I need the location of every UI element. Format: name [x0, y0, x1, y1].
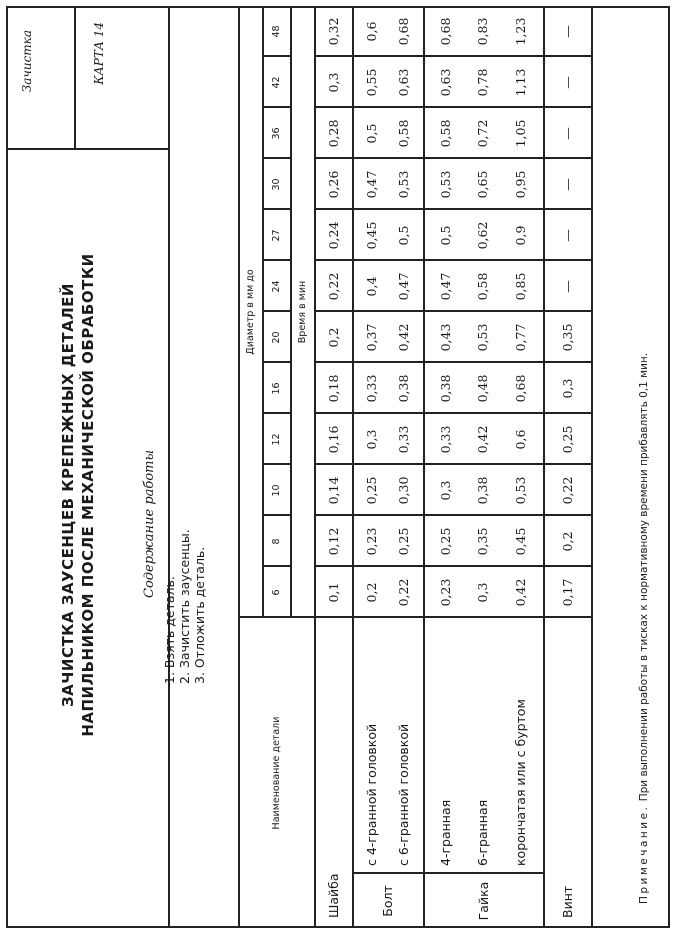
diameter-value: 48: [270, 25, 282, 38]
table-cell: 0,23: [438, 578, 454, 607]
table-cell: 0,5: [395, 225, 411, 246]
table-cell: 0,53: [395, 170, 411, 199]
group-rule: [352, 6, 354, 928]
table-cell: 0,53: [475, 323, 491, 352]
group-name: Винт: [559, 885, 575, 918]
table-cell: 0,32: [325, 17, 341, 46]
table-cell: 0,22: [395, 578, 411, 607]
card-divider: [6, 149, 168, 151]
diameter-header: Диаметр в мм до: [244, 269, 256, 355]
table-cell: 0,3: [559, 378, 575, 399]
diameter-value: 20: [270, 331, 282, 344]
diameter-value: 42: [270, 76, 282, 89]
title-line-2: НАПИЛЬНИКОМ ПОСЛЕ МЕХАНИЧЕСКОЙ ОБРАБОТКИ: [79, 253, 97, 737]
table-cell: 0,16: [325, 425, 341, 454]
card-divider-h: [74, 6, 76, 150]
table-cell: 0,33: [438, 425, 454, 454]
diameter-value: 10: [270, 484, 282, 497]
table-cell: 0,4: [364, 276, 380, 297]
table-cell: 0,47: [395, 272, 411, 301]
table-cell: 0,58: [438, 119, 454, 148]
table-cell: 0,33: [364, 374, 380, 403]
group-name: Гайка: [475, 881, 491, 921]
table-cell: 0,25: [364, 476, 380, 505]
table-cell: 0,78: [475, 68, 491, 97]
table-cell: —: [559, 25, 575, 38]
table-cell: 0,95: [512, 170, 528, 199]
table-cell: 0,62: [475, 221, 491, 250]
table-cell: 0,33: [395, 425, 411, 454]
row-label: с 6-гранной головкой: [395, 723, 411, 866]
work-content-heading: Содержание работы: [142, 449, 157, 598]
time-header: Время в мин: [296, 280, 308, 344]
table-cell: 0,25: [438, 527, 454, 556]
table-cell: 0,53: [438, 170, 454, 199]
table-cell: 0,25: [395, 527, 411, 556]
table-cell: 0,77: [512, 323, 528, 352]
table-cell: 0,47: [364, 170, 380, 199]
table-cell: 0,85: [512, 272, 528, 301]
group-rule: [591, 6, 593, 928]
table-cell: 1,23: [512, 17, 528, 46]
table-cell: 0,58: [395, 119, 411, 148]
table-cell: 1,13: [512, 68, 528, 97]
table-cell: 0,12: [325, 527, 341, 556]
table-cell: 0,3: [325, 72, 341, 93]
group-name: Шайба: [325, 873, 341, 918]
table-cell: 0,42: [512, 578, 528, 607]
table-cell: 0,48: [475, 374, 491, 403]
table-cell: 0,6: [512, 429, 528, 450]
table-cell: 0,83: [475, 17, 491, 46]
table-cell: 0,43: [438, 323, 454, 352]
work-step: 2. Зачистить заусенцы.: [177, 529, 192, 684]
table-cell: 0,1: [325, 582, 341, 603]
diameter-value: 27: [270, 229, 282, 242]
table-cell: 0,24: [325, 221, 341, 250]
table-cell: 0,2: [325, 327, 341, 348]
table-cell: 0,28: [325, 119, 341, 148]
table-cell: 0,42: [475, 425, 491, 454]
table-cell: 0,68: [395, 17, 411, 46]
row-label: с 4-гранной головкой: [364, 723, 380, 866]
card-number: КАРТА 14: [92, 22, 106, 85]
work-step: 3. Отложить деталь.: [192, 546, 207, 684]
table-cell: 0,68: [438, 17, 454, 46]
footnote-lead: Примечание.: [638, 804, 650, 904]
table-cell: 0,63: [395, 68, 411, 97]
table-cell: 0,3: [364, 429, 380, 450]
table-cell: 0,2: [559, 531, 575, 552]
table-cell: 0,22: [325, 272, 341, 301]
table-cell: 0,65: [475, 170, 491, 199]
table-cell: 0,37: [364, 323, 380, 352]
name-column-header: Наименование детали: [270, 716, 282, 830]
diameter-value: 6: [270, 589, 282, 596]
table-cell: 0,42: [395, 323, 411, 352]
table-cell: 0,38: [395, 374, 411, 403]
table-cell: 0,47: [438, 272, 454, 301]
footnote-text: При выполнении работы в тисках к нормативному времени прибавлять 0,1 мин.: [638, 352, 650, 802]
diameter-value: 8: [270, 538, 282, 545]
diameter-value: 16: [270, 382, 282, 395]
table-cell: 0,23: [364, 527, 380, 556]
table-cell: 0,18: [325, 374, 341, 403]
group-rule: [423, 6, 425, 928]
diameter-value: 24: [270, 280, 282, 293]
table-cell: —: [559, 280, 575, 293]
table-cell: 0,35: [475, 527, 491, 556]
table-cell: 0,38: [475, 476, 491, 505]
header-bottom-rule: [168, 6, 170, 928]
table-cell: 0,5: [438, 225, 454, 246]
table-cell: 0,53: [512, 476, 528, 505]
table-cell: 0,58: [475, 272, 491, 301]
section-label: Зачистка: [20, 30, 34, 93]
table-cell: 0,14: [325, 476, 341, 505]
footnote: [638, 353, 650, 904]
table-cell: 0,63: [438, 68, 454, 97]
table-cell: 0,72: [475, 119, 491, 148]
table-cell: 0,22: [559, 476, 575, 505]
table-cell: 0,30: [395, 476, 411, 505]
table-cell: 0,26: [325, 170, 341, 199]
row-label: корончатая или с буртом: [512, 699, 528, 866]
work-steps: [162, 529, 207, 684]
document-title: [58, 170, 98, 820]
table-cell: 0,35: [559, 323, 575, 352]
diameter-value: 30: [270, 178, 282, 191]
row-label: 6-гранная: [475, 799, 491, 866]
table-cell: 0,2: [364, 582, 380, 603]
table-cell: —: [559, 76, 575, 89]
table-cell: —: [559, 229, 575, 242]
diameter-value: 12: [270, 433, 282, 446]
table-cell: 0,3: [475, 582, 491, 603]
table-cell: 0,68: [512, 374, 528, 403]
table-cell: 0,17: [559, 578, 575, 607]
table-cell: 0,38: [438, 374, 454, 403]
table-cell: —: [559, 178, 575, 191]
table-cell: 0,55: [364, 68, 380, 97]
table-cell: 0,45: [364, 221, 380, 250]
work-step: 1. Взять деталь.: [162, 576, 177, 684]
table-cell: 0,5: [364, 123, 380, 144]
table-cell: 0,3: [438, 480, 454, 501]
row-label: 4-гранная: [438, 799, 454, 866]
table-cell: 0,9: [512, 225, 528, 246]
table-cell: 0,25: [559, 425, 575, 454]
table-cell: 0,45: [512, 527, 528, 556]
title-line-1: ЗАЧИСТКА ЗАУСЕНЦЕВ КРЕПЕЖНЫХ ДЕТАЛЕЙ: [59, 283, 77, 707]
table-cell: 0,6: [364, 21, 380, 42]
group-name: Болт: [380, 885, 395, 917]
table-cell: —: [559, 127, 575, 140]
diameter-value: 36: [270, 127, 282, 140]
table-cell: 1,05: [512, 119, 528, 148]
